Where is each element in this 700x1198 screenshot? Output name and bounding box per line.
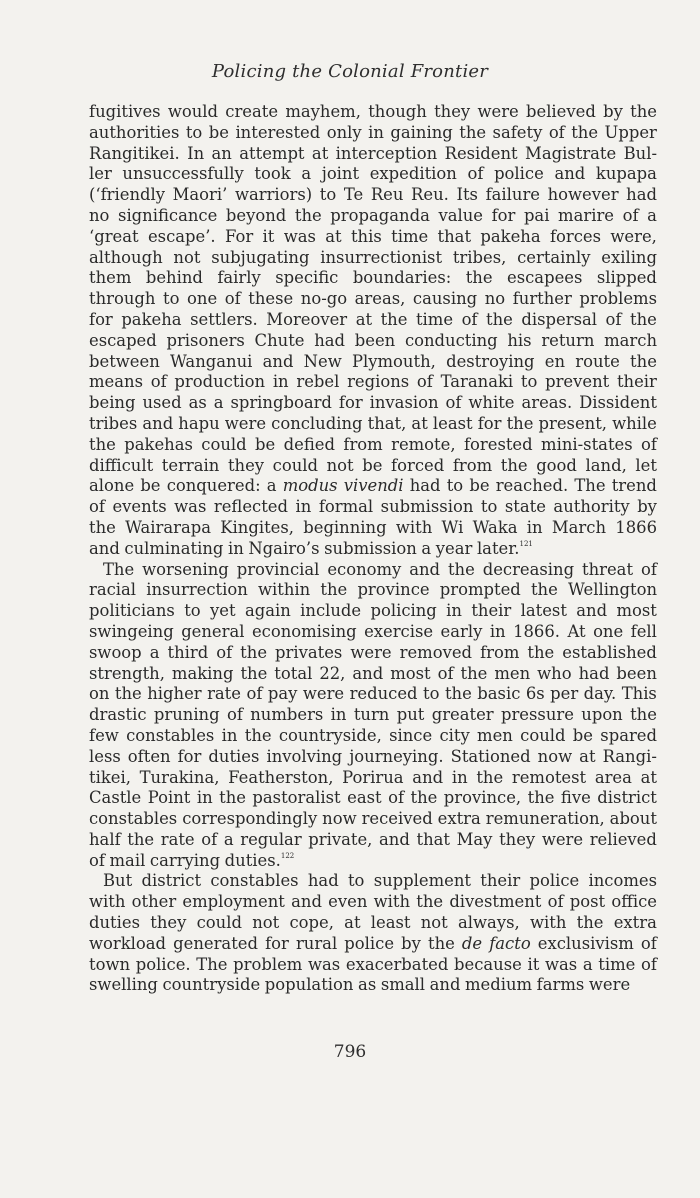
running-header: Policing the Colonial Frontier <box>211 61 489 82</box>
body-text <box>89 102 657 996</box>
text-line: on the higher rate of pay were reduced to the basic 6s per day. This <box>89 684 657 704</box>
text-line: the pakehas could be defied from remote, forested mini-states of <box>89 434 657 454</box>
text-line: authorities to be interested only in gaining the safety of the Upper <box>89 122 657 142</box>
text-line: less often for duties involving journeying. Stationed now at Rangi- <box>89 746 657 766</box>
text-line: swoop a third of the privates were removed from the established <box>89 642 657 662</box>
text-line: for pakeha settlers. Moreover at the time of the dispersal of the <box>89 309 657 329</box>
text-line: no significance beyond the propaganda value for pai marire of a <box>89 205 657 225</box>
text-line: through to one of these no-go areas, causing no further problems <box>89 289 657 309</box>
text-line: But district constables had to supplement their police incomes <box>103 871 657 891</box>
text-line: half the rate of a regular private, and that May they were relieved <box>89 829 657 849</box>
footnote-marker[interactable]: 121 <box>519 539 533 548</box>
footnote-marker[interactable]: 122 <box>280 851 295 860</box>
text-line: drastic pruning of numbers in turn put greater pressure upon the <box>89 705 657 725</box>
text-line: constables correspondingly now received extra remuneration, about <box>89 809 657 829</box>
text-line: escaped prisoners Chute had been conducting his return march <box>89 330 657 350</box>
text-line: few constables in the countryside, since city men could be spared <box>89 725 657 745</box>
text-line: and culminating in Ngairo’s submission a year later.$^{121}$ <box>89 538 533 558</box>
text-line: between Wanganui and New Plymouth, destroying en route the <box>89 351 657 371</box>
text-line: politicians to yet again include policing in their latest and most <box>89 601 657 621</box>
text-line: of mail carrying duties.$^{122}$ <box>89 850 295 870</box>
text-line: difficult terrain they could not be forced from the good land, let <box>89 455 657 475</box>
text-line: of events was reflected in formal submission to state authority by <box>89 497 657 517</box>
text-line: Rangitikei. In an attempt at interception Resident Magistrate Bul- <box>89 143 657 163</box>
text-line: being used as a springboard for invasion of white areas. Dissident <box>89 393 657 413</box>
text-line: ‘great escape’. For it was at this time that pakeha forces were, <box>89 226 657 246</box>
page-number: 796 <box>333 1042 367 1062</box>
text-line: (‘friendly Maori’ warriors) to Te Reu Reu. Its failure however had <box>89 185 657 205</box>
text-line: duties they could not cope, at least not always, with the extra <box>89 913 657 933</box>
text-line: means of production in rebel regions of Taranaki to prevent their <box>89 372 657 392</box>
text-line: racial insurrection within the province prompted the Wellington <box>89 580 657 600</box>
text-line: The worsening provincial economy and the decreasing threat of <box>103 559 657 579</box>
text-line: with other employment and even with the divestment of post office <box>89 892 657 912</box>
text-line: tikei, Turakina, Featherston, Porirua and in the remotest area at <box>89 767 657 787</box>
text-line: swingeing general economising exercise early in 1866. At one fell <box>89 621 657 641</box>
text-line: fugitives would create mayhem, though they were believed by the <box>89 102 657 121</box>
text-line: town police. The problem was exacerbated because it was a time of <box>89 954 657 974</box>
text-line: Castle Point in the pastoralist east of the province, the five district <box>89 788 657 808</box>
text-line: although not subjugating insurrectionist tribes, certainly exiling <box>89 247 657 267</box>
text-line: alone be conquered: a modus vivendi had to be reached. The trend <box>89 476 657 496</box>
text-line: strength, making the total 22, and most of the men who had been <box>89 663 657 683</box>
text-line: tribes and hapu were concluding that, at least for the present, while <box>89 413 657 433</box>
text-line: swelling countryside population as small and medium farms were <box>89 975 631 995</box>
text-line: ler unsuccessfully took a joint expedition of police and kupapa <box>89 164 657 184</box>
text-line: the Wairarapa Kingites, beginning with Wi Waka in March 1866 <box>89 517 657 537</box>
text-line: them behind fairly specific boundaries: the escapees slipped <box>89 268 657 288</box>
text-line: workload generated for rural police by the de facto exclusivism of <box>89 933 657 953</box>
